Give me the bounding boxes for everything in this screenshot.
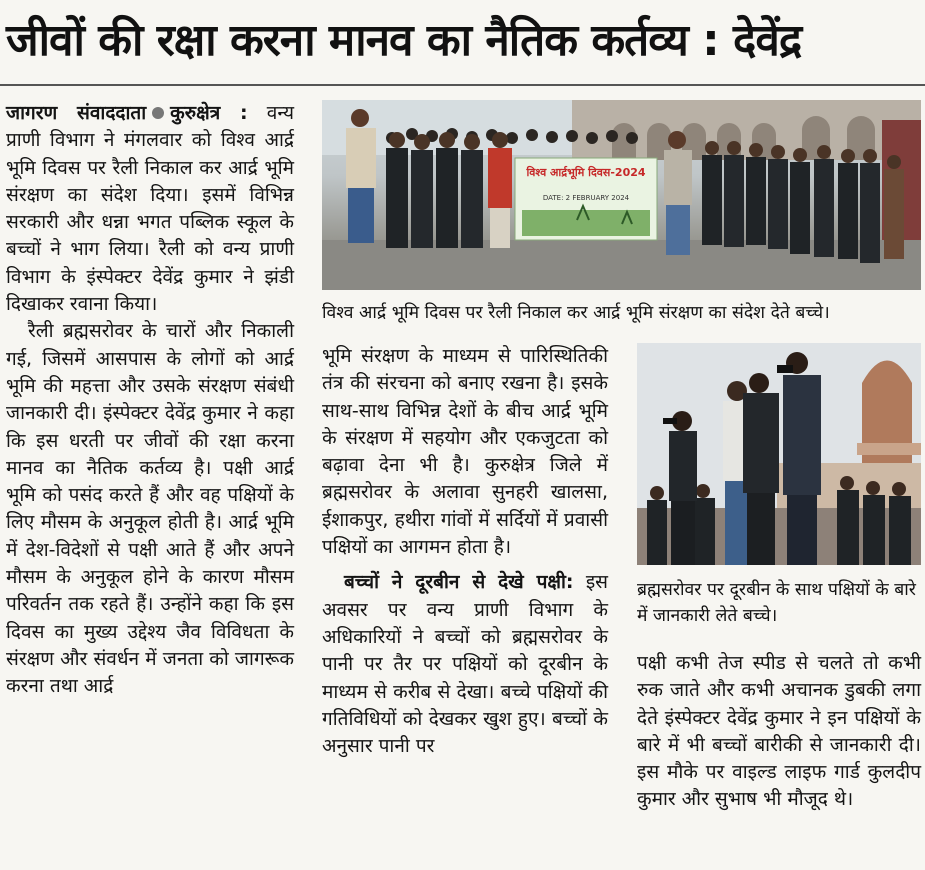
article-paragraph: भूमि संरक्षण के माध्यम से पारिस्थितिकी तंत्र की संरचना को बनाए रखना है। इसके साथ-साथ विभिन्न देशों के बीच आर्द्र भूमि के संरक्षण में सहयोग और एकजुटता को बढ़ावा देना भी है। कुरुक्षेत्र जिले में ब्रह्मसरोवर के अलावा सुनहरी खालसा, ईशाकपुर, हथीरा गांवों में सर्दियों में प्रवासी पक्षियों का आगमन होता है। <box>322 345 608 559</box>
banner-title: विश्व आर्द्रभूमि दिवस-2024 <box>526 166 646 179</box>
article-column-3 <box>637 650 921 814</box>
article-column-1 <box>6 100 294 701</box>
rally-photo-caption: विश्व आर्द्र भूमि दिवस पर रैली निकाल कर आर्द्र भूमि संरक्षण का संदेश देते बच्चे। <box>322 303 830 323</box>
article-lead-paragraph <box>6 100 294 318</box>
article-paragraph: रैली ब्रह्मसरोवर के चारों और निकाली गई, जिसमें आसपास के लोगों को आर्द्र भूमि की महत्ता और उसके संरक्षण संबंधी जानकारी दी। इंस्पेक्टर देवेंद्र कुमार ने कहा कि इस धरती पर जीवों की रक्षा करना मानव का नैतिक कर्तव्य है। पक्षी आर्द्र भूमि को पसंद करते हैं और वह पक्षियों के लिए मौसम के अनुकूल होती है। आर्द्र भूमि में देश-विदेशों से पक्षी आते हैं और अपने मौसम के अनुकूल होने के कारण मौसम परिवर्तन तक रहते हैं। उन्होंने कहा कि इस दिवस का मुख्य उद्देश्य जैव विविधता के संरक्षण और संवर्धन में जनता को जागरूक करना तथा आर्द्र <box>6 320 294 698</box>
dateline-place: कुरुक्षेत्र : <box>170 102 248 124</box>
rally-group-photo <box>322 100 921 290</box>
banner-date: DATE: 2 FEBRUARY 2024 <box>542 194 630 202</box>
bullet-dot-icon <box>152 107 164 119</box>
binocular-children-photo <box>637 343 921 565</box>
binocular-photo-caption: ब्रह्मसरोवर पर दूरबीन के साथ पक्षियों के बारे में जानकारी लेते बच्चे। <box>637 580 916 626</box>
subsection-text: इस अवसर पर वन्य प्राणी विभाग के अधिकारियों ने बच्चों को ब्रह्मसरोवर के पानी पर तैर पर पक्षियों को दूरबीन के माध्यम से करीब से देखा। बच्चे पक्षियों की गतिविधियों को देखकर खुश हुए। बच्चों के अनुसार पानी पर <box>322 571 609 758</box>
subhead: बच्चों ने दूरबीन से देखे पक्षी: <box>344 571 574 594</box>
article-column-2 <box>322 343 608 760</box>
lead-text: वन्य प्राणी विभाग ने मंगलवार को विश्व आर्द्र भूमि दिवस पर रैली निकाल कर आर्द्र भूमि संरक्षण का संदेश दिया। इसमें विभिन्न सरकारी और धन्ना भगत पब्लिक स्कूल के बच्चों ने भाग लिया। रैली को वन्य प्राणी विभाग के इंस्पेक्टर देवेंद्र कुमार ने झंडी दिखाकर रवाना किया। <box>6 102 294 316</box>
headline-rule <box>0 84 925 86</box>
headline: जीवों की रक्षा करना मानव का नैतिक कर्तव्य : देवेंद्र <box>6 15 802 66</box>
article-paragraph: पक्षी कभी तेज स्पीड से चलते तो कभी रुक जाते और कभी अचानक डुबकी लगा देते इंस्पेक्टर देवेंद्र कुमार ने इन पक्षियों के बारे में भी बच्चों बारीकी से जानकारी दी। इस मौके पर वाइल्ड लाइफ गार्ड कुलदीप कुमार और सुभाष भी मौजूद थे। <box>637 652 921 811</box>
dateline-source: जागरण संवाददाता <box>6 102 147 124</box>
article-subsection <box>322 569 608 760</box>
